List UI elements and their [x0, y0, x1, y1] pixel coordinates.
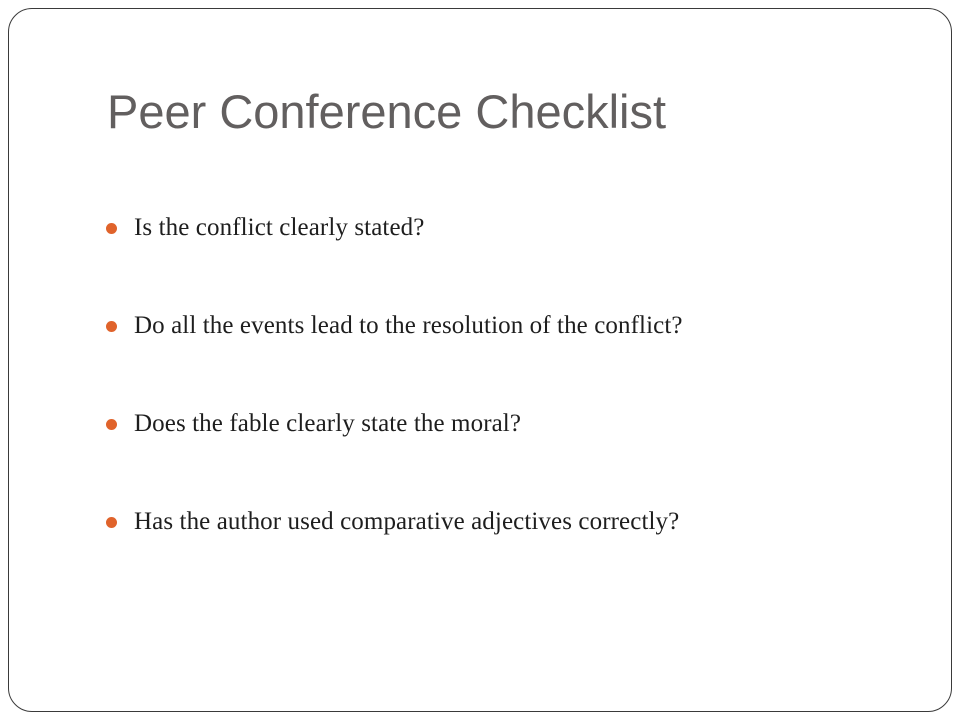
bullet-text: Has the author used comparative adjectives correctly? [134, 508, 680, 535]
bullet-list [106, 203, 683, 595]
bullet-dot-icon [106, 419, 117, 430]
slide-title: Peer Conference Checklist [107, 85, 667, 138]
bullet-item-conflict [106, 203, 683, 253]
bullet-text: Is the conflict clearly stated? [134, 214, 425, 241]
bullet-text: Do all the events lead to the resolution of the conflict? [134, 312, 683, 339]
bullet-item-moral [106, 399, 683, 449]
bullet-dot-icon [106, 321, 117, 332]
bullet-dot-icon [106, 223, 117, 234]
bullet-dot-icon [106, 517, 117, 528]
bullet-text: Does the fable clearly state the moral? [134, 410, 522, 437]
bullet-item-events [106, 301, 683, 351]
bullet-item-adjectives [106, 497, 683, 547]
